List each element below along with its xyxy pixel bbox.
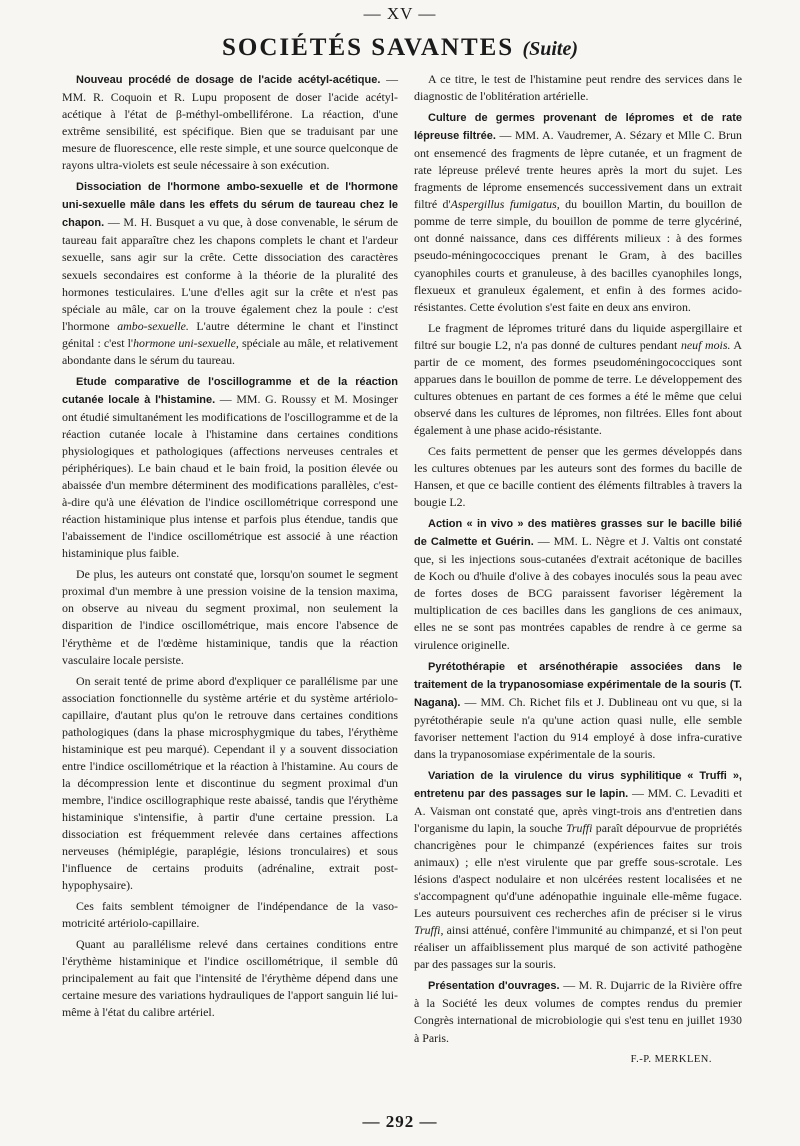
article-heading: Culture de germes provenant de lépromes et de rate lépreuse filtrée. [414,112,742,143]
title-main: SOCIÉTÉS SAVANTES [221,34,515,61]
left-column [62,71,398,1026]
article-hormone [62,178,398,369]
article-body: paraît dépourvue de propriétés chancrigènes pour le chimpanzé (expériences faites sur trois animaux) ; elle n'est virulente que par greffe sous-scrotale. Les lésions d'aspect nodulaire et non ulcérées restent localisées et ne s'accompagnent qu'd'une adénopathie inguinale elle-même fugace. Les auteurs poursuivent ces recherches afin de préciser si le virus [414,820,742,921]
page-number: — 292 — [362,1112,438,1131]
article-body: — MM. A. Vaudremer, A. Sézary et Mlle C. Brun ont ensemencé des fragments de lèpre cutanée, et un fragment de rate lépreuse prélevé trente heures après la mort du sujet. Les fragments de léprome ensemencés successivement dans un extrait filtré d' [414,128,742,212]
article-heading: Dissociation de l'hormone ambo-sexuelle et de l'hormone uni-sexuelle mâle dans les effets du sérum de taureau chez le chapon. [62,181,398,230]
right-column [414,71,742,1068]
article-heading: Nouveau procédé de dosage de l'acide acétyl-acétique. [76,74,381,86]
article-italic: Truffi [565,820,593,835]
article-italic: ambo-sexuelle. [117,318,189,333]
article-acetyl-acetique [62,71,398,174]
article-lepromes [414,109,742,316]
paragraph: Ces faits semblent témoigner de l'indépendance de la vaso-motricité artériolo-capillaire. [62,899,398,931]
paragraph: On serait tenté de prime abord d'expliquer ce parallélisme par une association fonctionnelle du système artérie et du système artériolo-capillaire, d'autant plus qu'on le retrouve dans certaines conditions pathologiques (dans la phase microsphygmique du tabes, l'érythème histaminique est peu marqué). Cependant il y a souvent dissociation entre l'indice oscillométrique et la réaction à l'histamine. Au cours de la décompression lente et discontinue du segment proximal d'un membre, l'indice oscillographique reste abaissé, tandis que l'érythème histaminique s'intensifie, à partir d'une certaine pression. La dissociation est fréquemment relevée dans certaines affections nerveuses (hémiplégie, paraplégie, lésions tronculaires) et sous l'influence de certains produits (adrénaline, extrait post-hypophysaire). [62,673,398,893]
article-heading: Action « in vivo » des matières grasses sur le bacille bilié de Calmette et Guérin. [414,518,742,549]
article-body: — M. H. Busquet a vu que, à dose convenable, le sérum de taureau fait apparaître chez les chapons complets le chant et l'ardeur sexuelle, sans agir sur la crête. Cette dissociation des caractères sexuels secondaires est conforme à la théorie de la pluralité des hormones testiculaires. L'une d'elles agit sur la crête et n'est pas spéciale au mâle, car on la trouve également chez la poule : c'est l'hormone [62,215,398,333]
title-suite: (Suite) [522,38,579,60]
article-truffi [414,767,742,974]
article-heading: Pyrétothérapie et arsénothérapie associées dans le traitement de la trypanosomiase expérimentale de la souris (T. Nagana). [414,660,742,709]
article-italic: Truffi, [414,923,444,938]
paragraph: Ces faits permettent de penser que les germes développés dans les cultures obtenues par les auteurs sont des formes du bacille de Hansen, et que ce bacille contient des éléments filtrables à travers la bougie L2. [414,443,742,510]
article-italic: hormone uni-sexuelle, [133,335,239,350]
article-body: du bouillon Martin, du bouillon de pomme de terre simple, du bouillon de pomme de terre glycériné, ont donné naissance, dans ces différents milieux : à des formes pseudo-méningococciques prenant le Gram, à des bacilles cyanophiles courts et granuleuse, à des bacilles cyanophiles longs, flexueux et granuleux également, et enfin à des formes acido-résistantes. Cette évolution s'est faite en deux ans environ. [414,197,743,314]
paragraph [414,320,742,439]
article-italic: neuf mois. [680,337,731,352]
paragraph: Quant au parallélisme relevé dans certaines conditions entre l'érythème histaminique et l'indice oscillométrique, il semble dû principalement au fait que l'intensité de l'érythème dépend dans une certaine mesure des variations hydrauliques de l'apport sanguin lié lui-même à l'état du calibre artériel. [62,937,398,1020]
article-body: ainsi atténué, confère l'immunité au chimpanzé, et si l'on peut réaliser un affaiblissement plus marqué de son activité pathogène par des passages sur la souris. [414,923,742,972]
paragraph-text: A partir de ce moment, des formes pseudoméningococciques sont apparues dans le bouillon de pomme de terre. Le développement des cultures obtenues en partant de ces formes a été le même que celui observé dans les cultures de lépromes, non filtrées. Elles font about également à une phase acido-résistante. [414,337,742,437]
section-title [0,34,800,62]
article-body: — MM. L. Nègre et J. Valtis ont constaté que, si les injections sous-cutanées d'extrait acétonique de bacilles de Koch ou d'huile d'olive à des cobayes inoculés sous la peau avec de fortes doses de BCG paraissent favoriser légèrement la multiplication de ces bacilles dans les ganglions de ces animaux, elles ne se sont pas montrées capables de rendre à ce germe sa virulence originelle. [414,534,742,652]
roman-page-number: — XV — [363,4,437,23]
article-body: — M. R. Dujarric de la Rivière offre à la Société les deux volumes de comptes rendus du premier Congrès international de microbiologie qui s'est tenu en juillet 1930 à Paris. [414,978,742,1045]
article-ouvrages [414,977,742,1046]
article-body: — MM. Ch. Richet fils et J. Dublineau ont vu que, si la pyrétothérapie seule n'a qu'une action quasi nulle, elle semble favoriser nettement l'action du 914 employé à dose infra-curative dans la trypanosomiase expérimentale de la souris. [414,694,742,761]
paragraph: De plus, les auteurs ont constaté que, lorsqu'on soumet le segment proximal d'un membre à une pression voisine de la tension maxima, on observe au niveau du segment proximal, non seulement la disparition de l'indice oscillométrique, mais encore l'absence de l'érythème et de l'œdème histaminique, tandis que la réaction vasculaire locale persiste. [62,567,398,667]
article-body: — MM. G. Roussy et M. Mosinger ont étudié simultanément les modifications de l'oscillogramme et de la réaction cutanée locale à l'histamine dans certaines conditions physiologiques et pathologiques (affections nerveuses centrales et périphériques). Le bain chaud et le bain froid, la position élevée ou abaissée d'un membre déterminent des modifications parallèles, c'est-à-dire qu'à une élévation de l'indice oscillométrique correspond une réaction histaminique plus intense et parfois plus étendue, tandis que l'abaissement de l'indice oscillométrique est associé à une réaction histaminique plus faible. [62,391,398,561]
article-body: spéciale au mâle, et relativement abondante dans le sérum du taureau. [62,335,398,367]
paragraph-text: Le fragment de lépromes trituré dans du liquide aspergillaire et filtré sur bougie L2, n'a pas donné de cultures pendant [414,320,742,352]
article-heading: Présentation d'ouvrages. [428,980,560,993]
article-bcg [414,515,742,653]
article-oscillogramme [62,373,398,563]
paragraph: A ce titre, le test de l'histamine peut rendre des services dans le diagnostic de l'oblitération artérielle. [414,72,742,104]
article-italic: Aspergillus fumigatus, [450,197,560,212]
signature: F.-P. MERKLEN. [630,1053,712,1065]
article-heading: Variation de la virulence du virus syphilitique « Truffi », entretenu par des passages sur le lapin. [414,769,742,800]
article-body: — MM. R. Coquoin et R. Lupu proposent de doser l'acide acétyl-acétique à l'état de β-méthyl-ombelliférone. La réaction, d'une extrême sensibilité, est spécifique. Bien que se traduisant par une mesure de fluorescence, elle reste simple, et une source quelconque de rayons ultra-violets est seule nécessaire à son exécution. [62,72,398,173]
article-pyretotherapie [414,658,742,763]
article-heading: Etude comparative de l'oscillogramme et de la réaction cutanée locale à l'histamine. [62,375,398,406]
article-body: — MM. C. Levaditi et A. Vaisman ont constaté que, après vingt-trois ans d'entretien dans l'organisme du lapin, la souche [414,785,742,835]
article-body: L'autre détermine le chant et l'instinct génital : c'est l' [62,318,399,350]
